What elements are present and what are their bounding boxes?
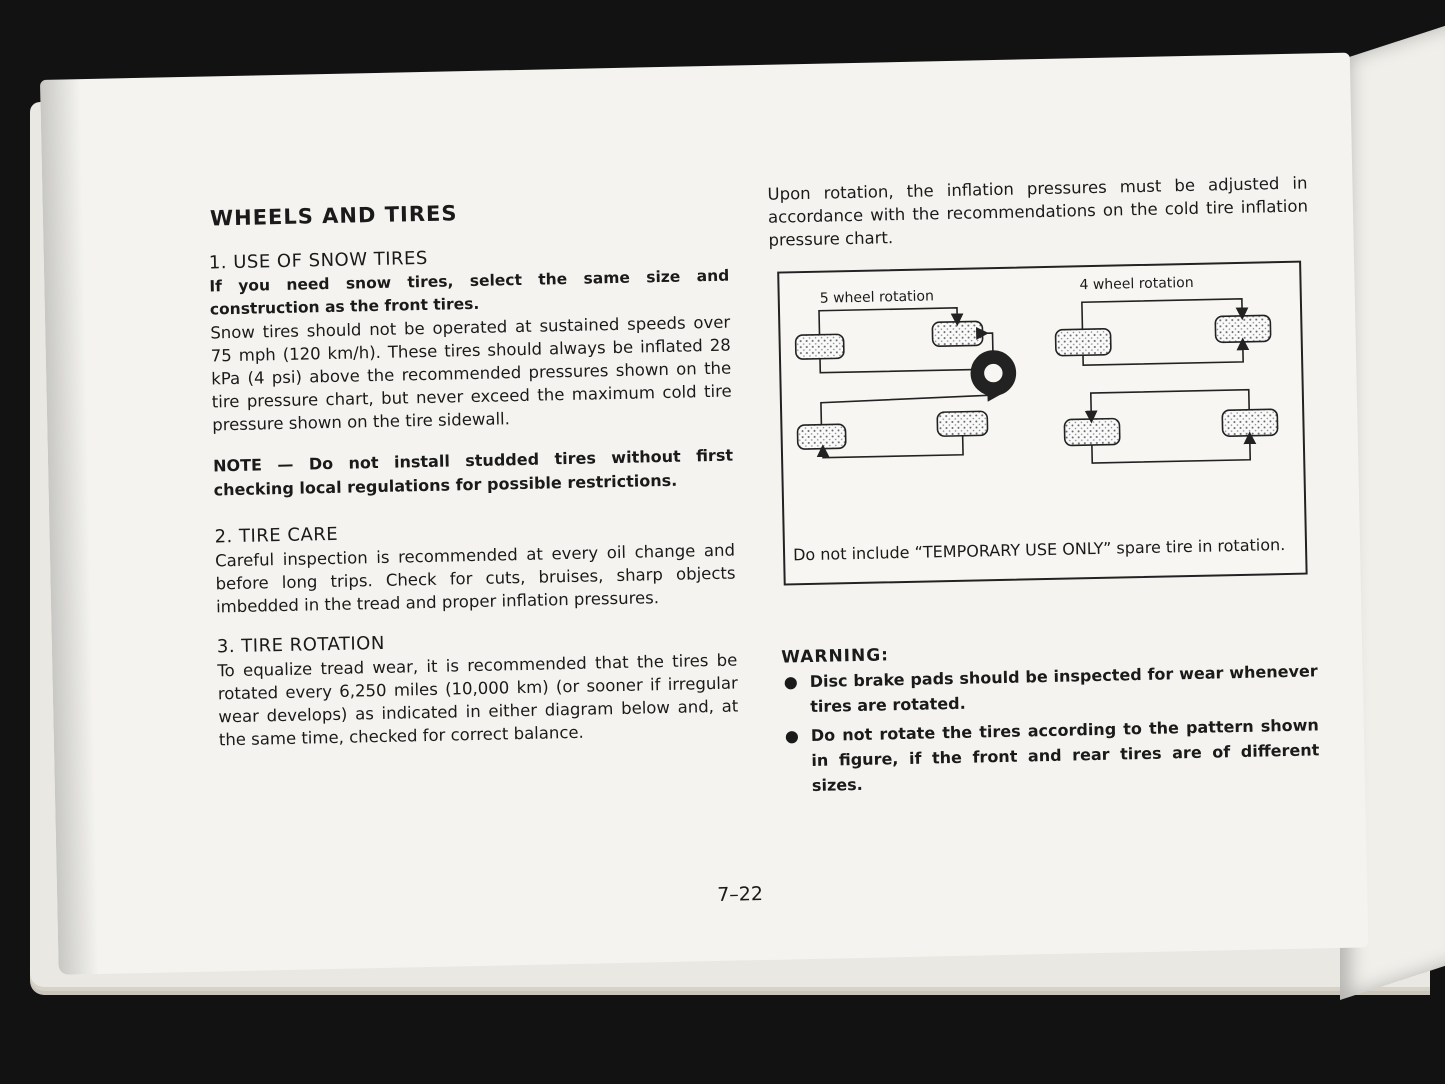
warning-item-text: Do not rotate the tires according to the pattern shown in figure, if the front and rear tires are of different sizes. — [810, 715, 1320, 795]
warning-item-text: Disc brake pads should be inspected for wear whenever tires are rotated. — [809, 661, 1318, 717]
warning-item — [778, 658, 1319, 719]
right-column — [767, 171, 1320, 802]
section-heading-snow-tires: 1. USE OF SNOW TIRES — [208, 247, 429, 274]
tire-icon — [1215, 315, 1271, 342]
tire-rotation-text: To equalize tread wear, it is recommended that the tires be rotated every 6,250 miles (10,000 km) (or sooner if irregular wear develops) as indicated in either diagram below and, at the same time, checked for correct balance. — [217, 650, 739, 750]
warning-title: WARNING: — [781, 645, 890, 668]
section-heading-tire-care: 2. TIRE CARE — [214, 523, 339, 548]
snow-tires-text: Snow tires should not be operated at sustained speeds over 75 mph (120 km/h). These tires should always be inflated 28 kPa (4 psi) above the recommended pressures shown on the tire pressure chart, but never exceed the maximum cold tire pressure shown on the tire sidewall. — [210, 312, 732, 435]
section-heading-tire-rotation: 3. TIRE ROTATION — [216, 632, 386, 658]
warning-item — [779, 712, 1320, 798]
tire-care-text: Careful inspection is recommended at every oil change and before long trips. Check for cuts, bruises, sharp objects imbedded in the tread and proper inflation pressures. — [214, 540, 736, 617]
tire-icon — [796, 334, 844, 359]
manual-page — [40, 53, 1368, 975]
page-title: WHEELS AND TIRES — [209, 201, 458, 231]
bullet-icon: ● — [783, 672, 798, 692]
tire-icon — [932, 321, 982, 346]
tire-icon — [1222, 409, 1278, 436]
tire-rotation-diagram — [777, 261, 1307, 586]
tire-icon — [797, 424, 845, 449]
tire-icon — [1055, 329, 1111, 356]
four-wheel-rotation-label: 4 wheel rotation — [1079, 274, 1194, 294]
studded-tires-note: NOTE — Do not install studded tires without first checking local regulations for possible restrictions. — [212, 445, 734, 500]
diagram-caption: Do not include “TEMPORARY USE ONLY” spare tire in rotation. — [792, 535, 1286, 565]
page-number: 7–22 — [716, 883, 764, 906]
bullet-icon: ● — [784, 726, 800, 746]
left-column — [208, 196, 740, 770]
tire-icon — [1064, 418, 1120, 445]
rotation-intro-text: Upon rotation, the inflation pressures must be adjusted in accordance with the recommendations on the cold tire inflation pressure chart. — [767, 173, 1309, 250]
tire-icon — [937, 411, 987, 436]
snow-tires-bold-text: If you need snow tires, select the same size and construction as the front tires. — [209, 266, 730, 319]
warning-list — [778, 658, 1321, 798]
five-wheel-rotation-label: 5 wheel rotation — [819, 288, 935, 307]
